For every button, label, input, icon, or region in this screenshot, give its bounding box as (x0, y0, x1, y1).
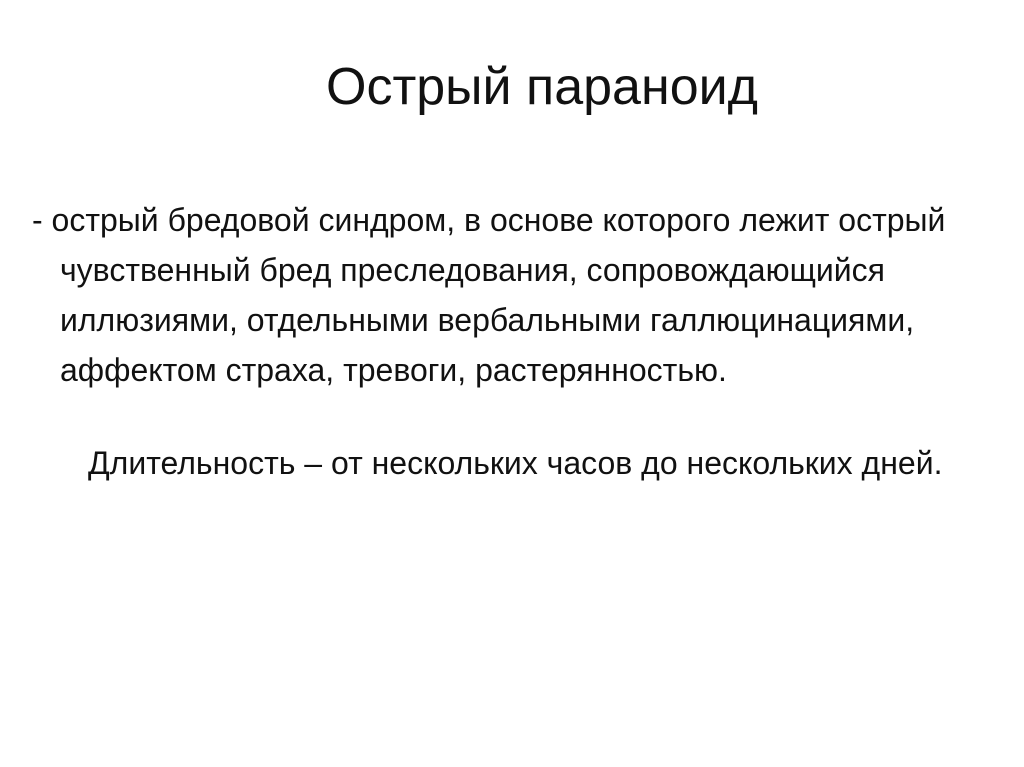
slide-title: Острый параноид (326, 58, 758, 116)
duration-paragraph: Длительность – от нескольких часов до нескольких дней. (88, 445, 943, 481)
slide-body (32, 195, 982, 488)
definition-paragraph: - острый бредовой синдром, в основе которого лежит острый чувственный бред преследования, сопровождающийся иллюзиями, отдельными вербальными галлюцинациями, аффектом страха, тревоги, растерянностью. (32, 202, 946, 388)
